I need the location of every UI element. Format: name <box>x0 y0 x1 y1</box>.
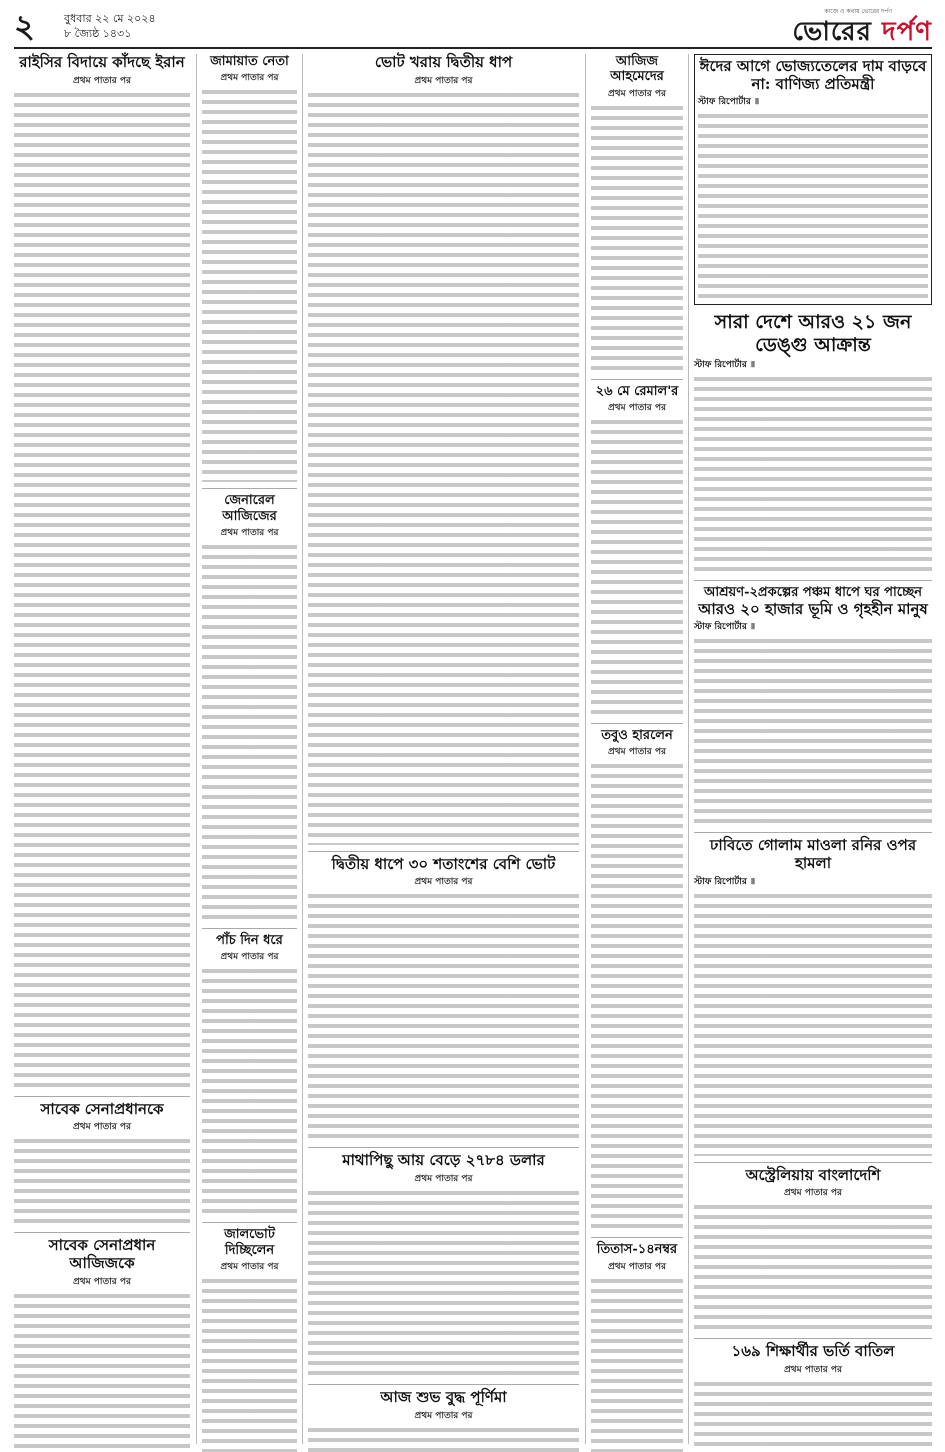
kicker: প্রথম পাতার পর <box>73 1276 131 1287</box>
divider <box>308 1147 579 1148</box>
headline: আজিজ আহমেদের <box>610 54 664 85</box>
brand-name <box>792 17 932 47</box>
article-general-aziz <box>202 493 297 922</box>
article-body <box>14 1136 190 1226</box>
divider <box>694 1338 932 1339</box>
divider <box>308 1384 579 1385</box>
article-body <box>308 891 579 1141</box>
headline: সারা দেশে আরও ২১ জন ডেঙ্গু আক্রান্ত <box>714 311 912 356</box>
article-vote-drought <box>308 54 579 845</box>
headline: সাবেক সেনাপ্রধান আজিজকে <box>48 1236 156 1273</box>
article-body <box>308 1425 579 1452</box>
kicker: প্রথম পাতার পর <box>608 88 666 99</box>
article-body <box>591 103 683 373</box>
kicker: প্রথম পাতার পর <box>784 1364 842 1375</box>
kicker: প্রথম পাতার পর <box>784 1188 842 1199</box>
article-body <box>694 1379 932 1452</box>
headline: ঢাবিতে গোলাম মাওলা রনির ওপর হামলা <box>709 836 917 872</box>
article-body <box>308 1188 579 1378</box>
kicker: প্রথম পাতার পর <box>73 1122 131 1133</box>
kicker: প্রথম পাতার পর <box>414 75 473 86</box>
kicker: প্রথম পাতার পর <box>220 527 279 538</box>
headline: সাবেক সেনাপ্রধানকে <box>40 1099 164 1118</box>
article-body <box>14 90 190 1090</box>
article-second-phase-turnout <box>308 856 579 1142</box>
divider <box>694 1162 932 1163</box>
kicker: প্রথম পাতার পর <box>73 75 131 86</box>
kicker: প্রথম পাতার পর <box>608 402 666 413</box>
column-2 <box>202 54 297 1452</box>
divider <box>202 488 297 489</box>
article-ashrayan <box>694 585 932 826</box>
headline: ১৬৯ শিক্ষার্থীর ভর্তি বাতিল <box>731 1342 895 1361</box>
headline: দ্বিতীয় ধাপে ৩০ শতাংশের বেশি ভোট <box>331 854 556 873</box>
article-aziz-ahmed <box>591 54 683 373</box>
brand-tagline: কাজে ও কথায় ভোরের দর্পণ <box>824 8 892 15</box>
article-body <box>202 1276 297 1452</box>
headline: পাঁচ দিন ধরে <box>216 932 283 948</box>
article-body <box>694 374 932 574</box>
divider <box>694 832 932 833</box>
article-former-army-chief <box>14 1101 190 1227</box>
column-4 <box>591 54 683 1452</box>
article-admission-cancelled <box>694 1343 932 1452</box>
article-body <box>14 1291 190 1452</box>
headline: আজ শুভ বুদ্ধ পূর্ণিমা <box>380 1388 507 1407</box>
divider <box>591 379 683 380</box>
kicker: প্রথম পাতার পর <box>414 1410 473 1421</box>
headline: জেনারেল আজিজের <box>222 493 277 524</box>
divider <box>202 928 297 929</box>
article-still-lost <box>591 728 683 1231</box>
divider <box>591 723 683 724</box>
article-fake-vote <box>202 1227 297 1452</box>
article-body <box>308 90 579 845</box>
kicker: প্রথম পাতার পর <box>220 73 279 84</box>
page-number: ২ <box>14 7 35 45</box>
brand-name-part1: ভোরের <box>792 17 882 47</box>
article-titas-14 <box>591 1242 683 1452</box>
headline: ঈদের আগে ভোজ্যতেলের দাম বাড়বে না: বাণিজ্য প্রতিমন্ত্রী <box>699 57 927 93</box>
headline: রাইসির বিদায়ে কাঁদছে ইরান <box>19 53 185 71</box>
newspaper-logo <box>792 6 932 47</box>
article-golam-maula-rony <box>694 837 932 1155</box>
byline: স্টাফ রিপোর্টার ॥ <box>694 876 756 887</box>
kicker: প্রথম পাতার পর <box>220 952 279 963</box>
headline-line1: আশ্রয়ণ-২প্রকল্পের পঞ্চম ধাপে ঘর পাচ্ছেন <box>703 585 923 601</box>
kicker: প্রথম পাতার পর <box>220 1261 279 1272</box>
article-remal-cyclone <box>591 384 683 717</box>
article-body <box>694 891 932 1156</box>
column-divider <box>302 54 303 1444</box>
article-body <box>202 87 297 482</box>
headline: ভোট খরায় দ্বিতীয় ধাপ <box>374 53 513 71</box>
column-divider <box>585 54 586 1444</box>
headline: জালভোট দিচ্ছিলেন <box>224 1227 275 1258</box>
article-body <box>591 761 683 1231</box>
article-buddha-purnima <box>308 1389 579 1452</box>
divider <box>14 1096 190 1097</box>
brand-name-part2: দর্পণ <box>881 17 932 47</box>
kicker: প্রথম পাতার পর <box>608 1261 666 1272</box>
headline: জামায়াত নেতা <box>210 54 289 69</box>
column-1 <box>14 54 190 1452</box>
date-gregorian: বুধবার ২২ মে ২০২৪ <box>64 12 156 25</box>
divider <box>591 1237 683 1238</box>
article-edible-oil <box>694 54 932 305</box>
article-body <box>698 111 928 301</box>
divider <box>202 1222 297 1223</box>
headline: তিতাস-১৪নম্বর <box>596 1242 678 1258</box>
divider <box>308 851 579 852</box>
article-body <box>694 1202 932 1332</box>
headline: ২৬ মে রেমাল'র <box>595 383 679 399</box>
article-raisi <box>14 54 190 1090</box>
divider <box>694 580 932 581</box>
byline: স্টাফ রিপোর্টার ॥ <box>694 360 756 371</box>
article-former-army-chief-aziz <box>14 1237 190 1452</box>
article-body <box>591 1276 683 1452</box>
kicker: প্রথম পাতার পর <box>414 877 473 888</box>
column-divider <box>688 54 689 1444</box>
headline: মাথাপিছু আয় বেড়ে ২৭৮৪ ডলার <box>342 1151 545 1170</box>
column-3 <box>308 54 579 1452</box>
divider <box>14 1232 190 1233</box>
article-body <box>202 966 297 1216</box>
headline: তবুও হারলেন <box>601 727 673 743</box>
article-bangladeshi-australia <box>694 1167 932 1333</box>
article-dengue <box>694 311 932 574</box>
masthead-rule <box>14 47 932 49</box>
date-bengali: ৮ জ্যৈষ্ঠ ১৪৩১ <box>64 27 132 40</box>
kicker: প্রথম পাতার পর <box>608 747 666 758</box>
article-jamaat-leader <box>202 54 297 482</box>
article-five-days <box>202 933 297 1216</box>
column-divider <box>196 54 197 1444</box>
article-body <box>694 636 932 826</box>
headline: অস্ট্রেলিয়ায় বাংলাদেশি <box>745 1165 881 1184</box>
article-body <box>202 542 297 922</box>
article-per-capita-income <box>308 1152 579 1378</box>
byline: স্টাফ রিপোর্টার ॥ <box>698 97 760 108</box>
headline-line2: আরও ২০ হাজার ভূমি ও গৃহহীন মানুষ <box>698 599 928 618</box>
byline: স্টাফ রিপোর্টার ॥ <box>694 622 756 633</box>
column-5 <box>694 54 932 1452</box>
article-body <box>591 417 683 717</box>
kicker: প্রথম পাতার পর <box>414 1174 473 1185</box>
masthead <box>14 6 932 46</box>
date-block <box>64 11 156 41</box>
